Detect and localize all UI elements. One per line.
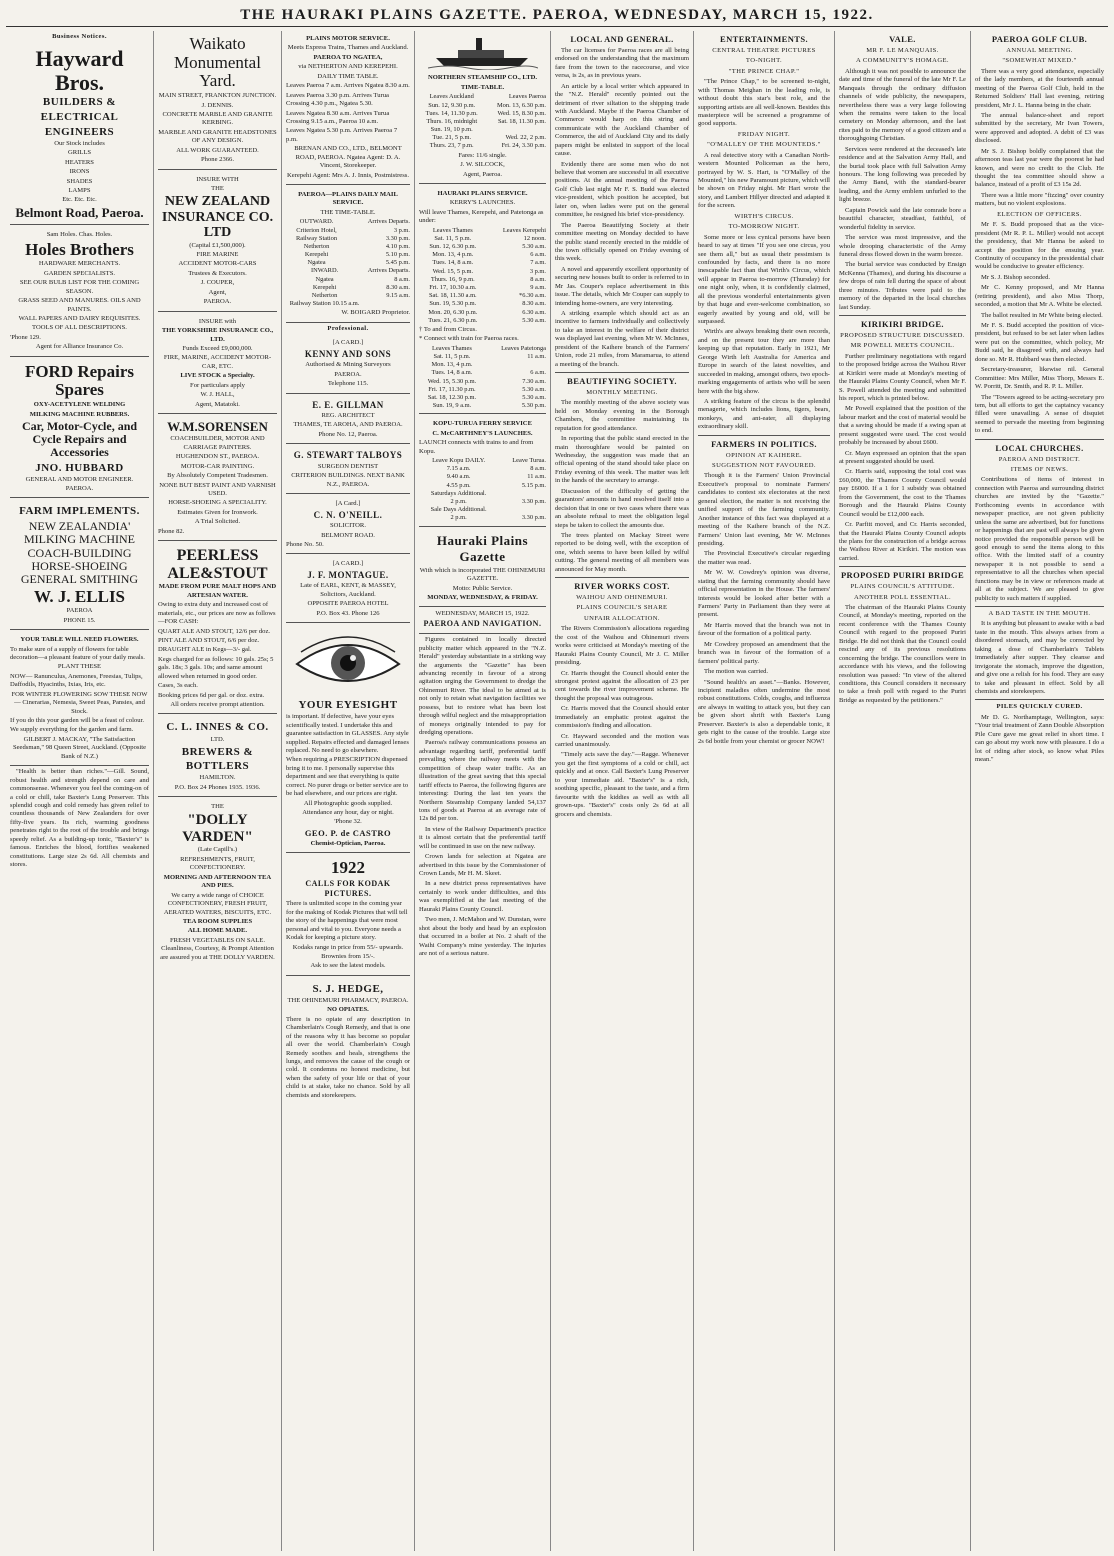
montague-card: [A CARD.] J. F. MONTAGUE. Late of EARL, KENT, & MASSEY, Solicitors, Auckland. OPPOSITE PAEROA HOTEL P.O. Box 43. Phone 126 — [286, 556, 410, 623]
timetable-cell: OUTWARD. — [299, 218, 334, 226]
timetable-cell: Arrives Departs. — [367, 267, 410, 275]
column-5: LOCAL AND GENERAL. The car licenses for Paeroa races are all being endorsed on the understanding that the maximum fare from the town to the racecourse, and vice versa, is 2s, as in previous years. An article by a local writer which appeared in the "N.Z. Herald" recently pointed out the detriment of river siltation to the shipping trade with Auckland. Maybe if the Paeroa Chamber of Commerce would harp on this string and communicate with the Auckland Chamber of Commerce, the aid of Auckland City and its daily papers might be enlisted in support of the local cause. Evidently there are some men who do not believe that women are successful in all executive positions. At the annual meeting of the Paeroa Golf Club last night Mr F. S. Budd was elected vice-president, which position he accepted, but later on, when ladies were put on the general committee, he resigned his brief vice-presidency. The Paeroa Beautifying Society at their committee meeting on Monday decided to have the public stand recently erected in the middle of the town officially opened on Friday evening of this week. A novel and apparently excellent opportunity of securing new houses built to order is referred to in Mr Jas. Couper's replace advertisement in this issue. The details, which Mr Couper can supply to intending home-owners, are very interesting. A striking example which should act as an incentive to farmers individually and collectively to take an interest in the welfare of their district was displayed last evening, when Mr W. McInnes, president of the Kaihere branch of the Farmers' Union, rode 21 miles, from Maramarua, to attend a meeting of the branch. BEAUTIFYING SOCIETY. MONTHLY MEETING. The monthly meeting of the above society was held on Monday evening in the Borough Chambers, the committee maintaining its reputation for good attendance. In reporting that the public stand erected in the main thoroughfare would be painted on Wednesday, the suggestion was made that an official opening of the stand should take place on Friday evening of this week. The matter was left in the hands of the secretary to arrange. Discussion of the difficulty of getting the guarantors' amounts in hand resolved itself into a decision that in one or two cases where there was an absolute refusal to meet the obligation legal steps be taken to collect the amounts due. The trees planted on Mackay Street were reported to be doing well, with the exception of one, which seems to have been killed by wilful cutting. The general meeting of all members was announced for May month. RIVER WORKS COST. WAIHOU AND OHINEMURI. PLAINS COUNCIL'S SHARE UNFAIR ALLOCATION. The Rivers Commission's allocations regarding the cost of the Waihou and Ohinemuri rivers works were criticised at Monday's meeting of the Hauraki Plains County Council, Mr J. C. Miller presiding. Cr. Harris thought the Council should enter the strongest protest against the allocation of 23 per cent towards the river improvement scheme. He thought the proposal was outrageous. Cr. Harris moved that the Council should enter immediately an emphatic protest against the commission's finding and allocation. Cr. Hayward seconded and the motion was carried unanimously. "Timely acts save the day."—Ragge. Whenever you get the first symptoms of a cold or chill, act quickly and at once. Call Baxter's Lung Preserver to your immediate aid. "Baxter's" is a rich, soothing specific, pleasant to the taste, and a firm favourite with the kiddies as well as with all grown-ups. "Baxter's" costs only 2s 6d at all grocers and chemists. — [551, 31, 694, 1551]
kodak-ad: 1922 CALLS FOR KODAK PICTURES. There is unlimited scope in the coming year for the making of Kodak Pictures that will tell the story of the happenings that were most personal and vital to you. Everyone needs a Kodak for keeping a picture story. Kodaks range in price from 55/- upwards. Brownies from 15/-. Ask to see the latest models. — [286, 855, 410, 976]
timetable-cell: Tues. 14, 8 a.m. — [432, 259, 474, 267]
timetable-cell: 2 p.m. — [450, 498, 467, 505]
steamship-table — [419, 93, 546, 150]
timetable-row — [419, 378, 546, 386]
timetable-row — [419, 514, 546, 522]
waikato-monumental-ad: Waikato Monumental Yard. MAIN STREET, FRANKTON JUNCTION. J. DENNIS. CONCRETE MARBLE AND GRANITE KERBING. MARBLE AND GRANITE HEADSTONES OF ANY DESIGN. ALL WORK GUARANTEED. Phone 2366. — [158, 31, 277, 170]
timetable-cell: Sale Days Additional. — [430, 506, 487, 514]
timetable-cell: Sun. 12, 6.30 p.m. — [429, 243, 477, 251]
golf-club-article: There was a very good attendance, especially of the lady members, at the fourteenth annual meeting of the Paeroa Golf Club, held in the Returned Soldiers' Hall last evening, retiring president, Mr J. L. Hanna being in the chair. The annual balance-sheet and report submitted by the secretary, Mr Ivan Towers, were approved and adopted. A debit of £3 was disclosed. Mr S. J. Bishop boldly complained that the afternoon teas last year were the poorest he had known, and were no credit to the Club. He thought the tea committee should show a balance, instead of a profit of £3 15s 2d. There was a little more "fizzing" over country matters, but no violent explosions. — [975, 67, 1104, 208]
timetable-cell: 7.15 a.m. — [446, 465, 471, 473]
local-general-article: The car licenses for Paeroa races are all being endorsed on the understanding that the maximum fare from the town to the racecourse, and vice versa, is 2s, as in previous years. An article by a local writer which appeared in the "N.Z. Herald" recently pointed out the detriment of river siltation to the shipping trade with Auckland. Maybe if the Paeroa Chamber of Commerce would harp on this string and communicate with the Auckland Chamber of Commerce, the aid of Auckland City and its daily papers might be enlisted in support of the local cause. Evidently there are some men who do not believe that women are successful in all executive positions. At the annual meeting of the Paeroa Golf Club last night Mr F. S. Budd was elected vice-president, which position he accepted, but later on, when ladies were put on the general committee, he resigned his brief vice-presidency. The Paeroa Beautifying Society at their committee meeting on Monday decided to have the public stand recently erected in the middle of the town officially opened on Friday evening of this week. A novel and apparently excellent opportunity of securing new houses built to order is referred to in Mr Jas. Couper's replace advertisement in this issue. The details, which Mr Couper can supply to intending home-owners, are very interesting. A striking example which should act as an incentive to farmers individually and collectively to take an interest in the welfare of their district was displayed last evening, when Mr W. McInnes, president of the Kaihere branch of the Farmers' Union, rode 21 miles, from Maramarua, to attend a meeting of the branch. — [555, 46, 689, 368]
timetable-cell: Tues. 14, 8 a.m. — [431, 369, 473, 377]
river-works-heading: RIVER WORKS COST. — [574, 581, 670, 592]
timetable-cell: Wed. 15, 8.30 p.m. — [497, 109, 546, 117]
timetable-cell: Leaves Patetonga — [501, 344, 546, 352]
timetable-row — [286, 218, 410, 226]
timetable-cell: Leaves Thames — [432, 226, 473, 234]
puriri-heading: PROPOSED PURIRI BRIDGE — [840, 570, 965, 581]
timetable-cell: 3.30 p.m. — [521, 514, 546, 522]
timetable-cell: Sun. 19, 10 p.m. — [430, 126, 473, 134]
timetable-row — [419, 93, 546, 101]
timetable-cell: Wed. 15, 5.30 p.m. — [427, 377, 477, 385]
timetable-cell: Netherton — [311, 292, 338, 299]
timetable-cell: 11 a.m. — [527, 473, 546, 481]
timetable-cell: 9.40 a.m. — [446, 473, 471, 481]
timetable-row — [419, 251, 546, 259]
timetable-row — [419, 309, 546, 317]
gazette-flag: Hauraki Plains Gazette With which is incorporated THE OHINEMURI GAZETTE. Motto: Public Service. MONDAY, WEDNESDAY, & FRIDAY. WEDNESDAY, MARCH 15, 1922. PAEROA AND NAVIGATION. — [419, 529, 546, 635]
timetable-cell: Leaves Thames — [432, 344, 472, 352]
timetable-cell: Mon. 13, 4 p.m. — [431, 361, 473, 369]
timetable-cell: Sun. 19, 9 a.m. — [432, 402, 472, 410]
farm-implements-ad: FARM IMPLEMENTS. NEW ZEALANDIA' MILKING MACHINE COACH-BUILDING HORSE-SHOEING GENERAL SMITHING W. J. ELLIS PAEROA PHONE 15. — [10, 500, 149, 630]
timetable-row — [286, 276, 410, 284]
timetable-cell: Fri. 17, 10.30 a.m. — [429, 284, 477, 291]
gillman-card: E. E. GILLMAN REG. ARCHITECT THAMES, TE AROHA, AND PAEROA. Phone No. 12, Paeroa. — [286, 396, 410, 445]
local-general-heading: LOCAL AND GENERAL. — [570, 34, 674, 44]
timetable-row — [286, 243, 410, 251]
local-churches-heading: LOCAL CHURCHES. — [995, 442, 1084, 453]
timetable-cell: Criterion Hotel, — [296, 226, 337, 234]
timetable-cell: 5.15 p.m. — [521, 481, 546, 489]
timetable-row — [419, 284, 546, 292]
timetable-row — [419, 300, 546, 308]
timetable-row — [286, 300, 410, 308]
timetable-cell: Tue. 21, 5 p.m. — [432, 134, 472, 142]
timetable-cell: Ngatea — [315, 275, 334, 283]
talboys-card: G. STEWART TALBOYS SURGEON DENTIST CRITERION BUILDINGS. NEXT BANK N.Z., PAEROA. — [286, 446, 410, 494]
timetable-cell: 5.30 p.m. — [521, 402, 546, 410]
timetable-row — [419, 473, 546, 481]
timetable-cell: 3 p.m. — [529, 267, 546, 275]
beautifying-article: The monthly meeting of the above society was held on Monday evening in the Borough Chambers, the committee maintaining its reputation for good attendance. In reporting that the public stand erected in the main thoroughfare would be painted on Wednesday, the suggestion was made that an official opening of the stand should take place on Friday evening of this week. The matter was left in the hands of the secretary to arrange. Discussion of the difficulty of getting the guarantors' amounts in hand resolved itself into a decision that in one or two cases where there was an absolute refusal to meet the obligation legal steps be taken to collect the amounts due. The trees planted on Mackay Street were reported to be doing well, with the exception of one, which seems to have been killed by wilful cutting. The general meeting of all members was announced for May month. — [555, 399, 689, 573]
timetable-row — [286, 292, 410, 300]
section-label: Business Notices. — [52, 33, 107, 40]
timetable-cell: Railway Station — [296, 234, 338, 242]
kopu-ferry: KOPU-TURUA FERRY SERVICE C. McCARTHNEY'S LAUNCHES. LAUNCH connects with trains to and from Kopu. Leave Kopu DAILY. Leave Turua. 7.15 a.m. 8 a.m. 9.40 a.m. 11 a.m. 4.55 p.m. 5.15 p.m. Saturdays Additional. 2 p.m. 3.30 p.m. Sale Days Additional. 2 p.m. 3.30 p.m. — [419, 416, 546, 526]
timetable-row — [286, 259, 410, 267]
timetable-cell: Leaves Auckland — [429, 93, 474, 101]
timetable-cell: Mon. 13, 4 p.m. — [432, 251, 474, 259]
timetable-cell: Sat. 11, 5 p.m. — [433, 353, 471, 360]
column-8: PAEROA GOLF CLUB. ANNUAL MEETING. "SOMEWHAT MIXED." There was a very good attendance, especially of the lady members, at the fourteenth annual meeting of the Paeroa Golf Club, held in the Returned Soldiers' Hall last evening, retiring president, Mr J. L. Hanna being in the chair. The annual balance-sheet and report submitted by the secretary, Mr Ivan Towers, were approved and adopted. A debit of £3 was disclosed. Mr S. J. Bishop boldly complained that the afternoon teas last year were the poorest he had known, and were no credit to the Club. He thought the tea committee should show a balance, instead of a profit of £3 15s 2d. There was a little more "fizzing" over country matters, but no violent explosions. ELECTION OF OFFICERS. Mr F. S. Budd proposed that as the vice-president (Mr R. P. L. Miller) would not accept the presidency, that Mr Hanna be asked to accept the position for the ensuing year. Continuity of occupancy in the presidential chair would be conducive to greater efficiency. Mr S. J. Bishop seconded. Mr C. Kenny proposed, and Mr Hanna (retiring president), and also Miss Thorp, seconded, a motion that Mr A. White be elected. The ballot resulted in Mr White being elected. Mr F. S. Budd accepted the position of vice-president, but refused to be set later when ladies were put on the committee, which policy, Mr Budd said, he disagreed with, and always had done so. Mr R. Hubbard was then elected. Secretary-treasurer, likewise nil. General Committee: Mrs Miller, Miss Thorp, Messrs E. W. Porritt, Dr. Smith, and R. P. L. Miller. The "Towers agreed to be acting-secretary pro tem, but all efforts to get the captaincy vacancy filled were unavailing. A sense of disquiet seemed to pervade the meeting from beginning to end. LOCAL CHURCHES. PAEROA AND DISTRICT. ITEMS OF NEWS. Contributions of items of interest in connection with Paeroa and surrounding district churches are invited by the "Gazette." Forthcoming events in accordance with newspaper practice, are not given publicity unless the same are advertised, but for functions or happenings that are past will always be given notice provided the responsible person will be good enough to send the items along to this office. With the limited staff of a country newspaper it is not possible to send a representative to all the churches when special functions may be in view or references made at all at the subject. We are pleased to give publicity to such matters if supplied. A BAD TASTE IN THE MOUTH. It is anything but pleasant to awake with a bad taste in the mouth. This always arises from a disordered stomach, and may be corrected by taking a dose of Chamberlain's Tablets immediately after supper. They cleanse and invigorate the stomach, improve the digestion, and give one a relish for his food. They are easy to take and pleasant in effect. Sold by all chemists and storekeepers. PILES QUICKLY CURED. Mr D. G. Northamptage, Wellington, says: "Your trial treatment of Zann Double Absorption Pile Cure gave me great relief in short time. I can go about my work now with pleasure. I do a lot of riding after stock, so know what Piles mean." — [975, 34, 1104, 763]
river-works-article: The Rivers Commission's allocations regarding the cost of the Waihou and Ohinemuri rivers works were criticised at Monday's meeting of the Hauraki Plains County Council, Mr J. C. Miller presiding. Cr. Harris thought the Council should enter the strongest protest against the allocation of 23 per cent towards the river improvement scheme. He thought the proposal was outrageous. Cr. Harris moved that the Council should enter immediately an emphatic protest against the commission's finding and allocation. Cr. Hayward seconded and the motion was carried unanimously. "Timely acts save the day."—Ragge. Whenever you get the first symptoms of a cold or chill, act quickly and at once. Call Baxter's Lung Preserver to your immediate aid. "Baxter's" is a rich, soothing specific, pleasant to the taste, and a firm favourite with the kiddies as well as with all grown-ups. "Baxter's" costs only 2s 6d at all grocers and chemists. — [555, 625, 689, 818]
timetable-cell: Kerepehi — [312, 283, 337, 291]
timetable-row — [419, 361, 546, 369]
timetable-cell: Kerepehi — [304, 251, 329, 259]
timetable-row — [419, 386, 546, 394]
timetable-cell: 8 a.m. — [530, 275, 546, 283]
peerless-ale-ad: PEERLESS ALE&STOUT MADE FROM PURE MALT HOPS AND ARTESIAN WATER. Owing to extra duty and increased cost of materials, etc., our prices are now as follows—FOR CASH: QUART ALE AND STOUT, 12/6 per doz. PINT ALE AND STOUT, 6/6 per doz. DRAUGHT ALE in Kegs—3/- gal. Kegs charged for as follows: 10 gals. 25s; 5 gals. 18s; 3 gals. 10s; and same amount allowed when returned in good order. Cases, 3s each. Booking prices 6d per gal. or doz. extra. All orders receive prompt attention. — [158, 543, 277, 714]
dolly-varden-ad: THE "DOLLY VARDEN" (Late Capill's.) REFRESHMENTS, FRUIT, CONFECTIONERY. MORNING AND AFTERNOON TEA AND PIES. We carry a wide range of CHOICE CONFECTIONERY, FRESH FRUIT, AERATED WATERS, BISCUITS, ETC. TEA ROOM SUPPLIES ALL HOME MADE. FRESH VEGETABLES ON SALE. Cleanliness, Courtesy, & Prompt Attention are assured you at THE DOLLY VARDEN. — [160, 803, 275, 961]
timetable-cell: 2 p.m. — [450, 514, 467, 522]
timetable-row — [419, 498, 546, 506]
golf-officers-article: Mr F. S. Budd proposed that as the vice-president (Mr R. P. L. Miller) would not accept the presidency, that Mr Hanna be asked to accept the position for the ensuing year. Continuity of occupancy in the presidential chair would be conducive to greater efficiency. Mr S. J. Bishop seconded. Mr C. Kenny proposed, and Mr Hanna (retiring president), and also Miss Thorp, seconded, a motion that Mr A. White be elected. The ballot resulted in Mr White being elected. Mr F. S. Budd accepted the position of vice-president, but refused to be set later when ladies were put on the committee, which policy, Mr Budd said, he disagreed with, and always had done so. Mr R. Hubbard was then elected. Secretary-treasurer, likewise nil. General Committee: Mrs Miller, Miss Thorp, Messrs E. W. Porritt, Dr. Smith, and R. P. L. Miller. The "Towers agreed to be acting-secretary pro tem, but all efforts to get the captaincy vacancy filled were unavailing. A sense of disquiet seemed to pervade the meeting from beginning to end. — [975, 221, 1104, 435]
timetable-cell: 3 p.m. — [393, 226, 410, 234]
timetable-cell: 8 a.m. — [530, 465, 546, 473]
timetable-cell: 3.30 p.m. — [521, 498, 546, 505]
timetable-cell: *6.30 a.m. — [519, 292, 546, 300]
circus-article: Some more or less cynical persons have been heard to say at times "If you see one circus, you see them all," but as usual their pessimism is confounded by facts, and there is no more inescapable fact than that Wirth's Circus, which will appear in Paeroa to-morrow (Thursday) for one night only, when, it is confidently claimed, all the previous wonderful entertainments given by that huge and ever-welcome combination, so eagerly awaited by young and old, will be surpassed. Wirth's are always breaking their own records, and on the present tour they are more than keeping up that reputation. Early in 1921, Mr George Wirth left Australia for America and Europe in search of the latest novelties, and succeeded in making, amongst others, two epoch-marking engagements of artists who will be seen here with the big show. A striking feature of the circus is the splendid menagerie, which includes lions, tigers, bears, monkeys, and ant-eater, all displaying extraordinary skill. — [698, 233, 830, 431]
timetable-cell: Thurs. 16, 9 p.m. — [430, 275, 475, 283]
mail-service: PAEROA—PLAINS DAILY MAIL SERVICE. THE TIME-TABLE. OUTWARD. Arrives Departs. Criterion Hotel, 3 p.m. Railway Station 3.30 p.m. Netherton 4.10 p.m. Kerepehi 5.10 p.m. Ngatea 5.45 p.m. INWARD. Arrives Departs. Ngatea 8 a.m. Kerepehi 8.30 a.m. Netherton 9.15 a.m. Railway Station 10.15 a.m. W. BOIGARD Proprietor. — [286, 187, 410, 323]
timetable-cell: Tues. 21, 6.30 p.m. — [428, 316, 478, 324]
timetable-cell: Sat. 18, 11.30 a.m. — [428, 292, 477, 300]
baxter-ad: "Health is better than riches."—Gill. Sound, robust health and strength depend on care and commonsense. Whenever you feel the coming-on of a cold or chill, take Baxter's Lung Preserver. This splendid cough and cold remedy has given relief to countless thousands of New Zealanders for over fifty-five years. Its rich, warming goodness penetrates right to the root of the trouble and brings speedy relief. As a building-up tonic, "Baxter's" is famous. Enriches the blood, fortifies weakened constitutions. Large size 2s 6d. All chemists and stores. — [10, 768, 149, 868]
timetable-row — [286, 267, 410, 275]
timetable-row — [419, 353, 546, 361]
column-2 — [154, 31, 282, 1551]
timetable-cell: Arrives Departs. — [367, 218, 410, 226]
steamship-timetable: NORTHERN STEAMSHIP CO., LTD. TIME-TABLE. Leaves Auckland Leaves Paeroa Sun. 12, 9.30 p.m. Mon. 13, 6.30 p.m. Tues. 14, 11.30 p.m. Wed. 15, 8.30 p.m. Thurs. 16, midnight Sat. 18, 11.30 p.m. Sun. 19, 10 p.m. Tue. 21, 5 p.m. Wed. 22, 2 p.m. Thurs. 23, 7 p.m. Fri. 24, 3.30 p.m. Fares: 11/6 single. J. W. SILCOCK, Agent, Paeroa. — [419, 31, 546, 184]
timetable-row — [419, 134, 546, 142]
timetable-cell — [498, 506, 546, 514]
timetable-cell: Netherton — [303, 242, 330, 250]
timetable-row — [419, 276, 546, 284]
column-1 — [6, 31, 154, 1551]
timetable-row — [419, 457, 546, 465]
timetable-cell: Leaves Paeroa — [508, 93, 546, 101]
column-3 — [282, 31, 415, 1551]
timetable-row — [419, 292, 546, 300]
timetable-cell: INWARD. — [311, 267, 339, 275]
timetable-cell: Thurs. 16, midnight — [426, 117, 478, 125]
timetable-cell: Mon. 20, 6.30 p.m. — [428, 308, 478, 316]
holes-ad: Sam Holes. Chas. Holes. Holes Brothers HARDWARE MERCHANTS. GARDEN SPECIALISTS. SEE OUR BULB LIST FOR THE COMING SEASON. GRASS SEED AND MANURES. OILS AND PAINTS. WALL PAPERS AND DAIRY REQUISITES. TOOLS OF ALL DESCRIPTIONS. 'Phone 129. Agent for Alliance Insurance Co. — [10, 227, 149, 357]
timetable-cell: 5.30 a.m. — [522, 393, 546, 401]
timetable-cell: 9.15 a.m. — [386, 292, 410, 299]
timetable-cell: 9 a.m. — [530, 284, 546, 291]
timetable-row — [419, 118, 546, 126]
timetable-cell — [484, 126, 546, 134]
timetable-row — [419, 317, 546, 325]
timetable-cell: 4.10 p.m. — [385, 242, 410, 250]
nz-insurance-ad: INSURE WITH THE NEW ZEALAND INSURANCE CO. LTD (Capital £1,500,000). FIRE MARINE ACCIDENT MOTOR-CARS Trustees & Executors. J. COUPER, Agent, PAEROA. — [158, 172, 277, 312]
timetable-cell: Tues. 14, 11.30 p.m. — [425, 109, 478, 117]
timetable-row — [419, 345, 546, 353]
vale-heading: VALE. — [889, 34, 916, 44]
timetable-cell: 8.30 a.m. — [386, 283, 410, 291]
timetable-cell: 6 a.m. — [530, 251, 546, 259]
timetable-cell: 11 a.m. — [527, 353, 546, 360]
timetable-row — [419, 227, 546, 235]
timetable-cell: Sat. 18, 11.30 p.m. — [497, 117, 546, 125]
timetable-row — [419, 126, 546, 134]
churches-article: Contributions of items of interest in connection with Paeroa and surrounding district churches are invited by the "Gazette." Forthcoming events in accordance with newspaper practice, are not given publicity unless the same are advertised, but for functions or happenings that are past will always be given notice provided the responsible person will be good enough to send the items along to this office. With the limited staff of a country newspaper it is not possible to send a representative to all the churches when special functions may be in view or references made at all at the subject. We are pleased to give publicity to such matters if supplied. — [975, 476, 1104, 602]
timetable-cell: 6.30 a.m. — [522, 308, 546, 316]
timetable-row — [419, 369, 546, 377]
plains-motor-service: PLAINS MOTOR SERVICE. Meets Express Trains, Thames and Auckland. PAEROA TO NGATEA, via NETHERTON AND KEREPEHI. DAILY TIME TABLE. Leaves Paeroa 7 a.m. Arrives Ngatea 8.30 a.m. Leaves Paeroa 3.30 p.m. Arrives Turua Crossing 4.30 p.m., Ngatea 5.30. Leaves Ngatea 8.30 a.m. Arrives Turua Crossing 9.15 a.m., Paeroa 10 a.m. Leaves Ngatea 5.30 p.m. Arrives Paeroa 7 p.m. BRENAN AND CO., LTD., BELMONT ROAD, PAEROA. Ngatea Agent: D. A. Vincent, Storekeeper. Kerepehi Agent: Mrs A. J. Innis, Postmistress. — [286, 31, 410, 185]
steamship-icon — [428, 34, 538, 70]
timetable-row — [419, 506, 546, 514]
timetable-cell: 5.45 p.m. — [385, 259, 410, 267]
timetable-row — [419, 110, 546, 118]
timetable-row — [419, 268, 546, 276]
ford-ad: FORD Repairs Spares OXY-ACETYLENE WELDING MILKING MACHINE RUBBERS. Car, Motor-Cycle, and Cycle Repairs and Accessories JNO. HUBBARD GENERAL AND MOTOR ENGINEER. PAEROA. — [10, 359, 149, 499]
timetable-cell: Ngatea — [307, 259, 326, 267]
timetable-cell: 8.30 a.m. — [522, 300, 546, 308]
mail-outward-table — [286, 218, 410, 267]
bad-taste-ad: It is anything but pleasant to awake with a bad taste in the mouth. This always arises from a disordered stomach, and may be corrected by taking a dose of Chamberlain's Tablets immediately after supper. They cleanse and invigorate the stomach, improve the digestion, and give one a relish for his food. They are easy to take and pleasant in effect. Sold by all chemists and storekeepers. — [975, 620, 1104, 695]
timetable-cell: 12 noon. — [523, 234, 546, 242]
mail-inward-table — [286, 267, 410, 308]
timetable-row — [286, 235, 410, 243]
timetable-cell: Wed. 22, 2 p.m. — [505, 134, 546, 142]
timetable-cell: 3.30 p.m. — [385, 234, 410, 242]
timetable-cell: Wed. 15, 5 p.m. — [432, 267, 474, 275]
kenny-card: [A CARD.] KENNY AND SONS Authorised & Mining Surveyors PAEROA. Telephone 115. — [286, 335, 410, 393]
kirikiri-heading: KIRIKIRI BRIDGE. — [861, 319, 944, 329]
timetable-cell: Mon. 13, 6.30 p.m. — [497, 101, 546, 109]
farmers-politics-heading: FARMERS IN POLITICS. — [711, 438, 817, 449]
timetable-row — [286, 227, 410, 235]
timetable-row — [419, 490, 546, 498]
patetonga-table — [419, 345, 546, 411]
oneill-card: [A Card.] C. N. O'NEILL. SOLICITOR. BELMONT ROAD. Phone No. 50. — [286, 496, 410, 554]
timetable-cell: Thurs. 23, 7 p.m. — [429, 142, 474, 150]
entertainments-heading: ENTERTAINMENTS. — [720, 34, 808, 44]
timetable-cell: Leaves Kerepehi — [502, 226, 546, 234]
timetable-cell: Sun. 12, 9.30 p.m. — [428, 101, 476, 109]
kerepehi-table — [419, 227, 546, 325]
innes-ad: C. L. INNES & CO. LTD. BREWERS & BOTTLERS HAMILTON. P.O. Box 24 Phones 1935. 1936. — [158, 716, 277, 797]
timetable-cell: 5.10 p.m. — [385, 251, 410, 259]
timetable-cell: 6 a.m. — [530, 369, 546, 377]
timetable-row — [419, 465, 546, 473]
column-7: VALE. MR F. LE MANQUAIS. A COMMUNITY'S HOMAGE. Although it was not possible to announce the date and time of the funeral of the late Mr F. Le Manquais through the ordinary diffusion channels of wide publicity, the newspapers, nevertheless there was a very large following when the remains were taken to the local cemetery on Monday afternoon, and the last rites paid to the memory of a good citizen and a thoroughgoing Christian. Services were rendered at the deceased's late residence and at the Salvation Army Hall, and the burial took place with full Salvation Army honours. The long following was preceded by the Army Band, with the standard-bearer leading, and the Army emblem unfurled to the light breeze. Captain Powick said the late comrade bore a beautiful character, steadfast, faithful, of wonderful fidelity in service. The service was most impressive, and the whole drooping characteristic of the Army funeral dress flowed down in the warm breeze. The burial service was conducted by Ensign McKenna (Thames), and during his discourse a few drops of rain fell during the space of about three minutes. Tributes were paid to the memory of the departed in the local churches last Sunday. KIRIKIRI BRIDGE. PROPOSED STRUCTURE DISCUSSED. MR POWELL MEETS COUNCIL. Further preliminary negotiations with regard to the proposed bridge across the Waihou River at Kirikiri were made at Monday's meeting of the Hauraki Plains County Council, when Mr F. S. Powell attended the meeting and submitted his report, which is printed below. Mr Powell explained that the position of the labour market and the cost of material would be that a saving should be made if a swing span at present suggested were used. The cost would probably be increased by about £600. Cr. Mayn expressed an opinion that the span at present suggested should be used. Cr. Harris said, supposing the total cost was £60,000, the Thames County Council would pay £6000. If a 1 for 1 subsidy was obtained from the Government, the cost to the Thames Borough and the Hauraki Plains County Council would be £12,000 each. Cr. Parfitt moved, and Cr. Harris seconded, that the Hauraki Plains County Council adopts the plans for the construction of a bridge across the Waihou River at Kirikiri. The motion was carried. PROPOSED PURIRI BRIDGE PLAINS COUNCIL'S ATTITUDE. ANOTHER POLL ESSENTIAL. The chairman of the Hauraki Plains County Council, at Monday's meeting, reported on the recent conference with the Thames County Council with regard to the proposed Puriri Bridge. He did not think that the Council could rescind any of its previous resolutions concerning the bridge. The councillors were in accordance with his views, and the following resolution was passed: "In view of the altered conditions, this Council considers it necessary to take a fresh poll with regard to the Puriri Bridge as requested by the petitioners." — [835, 31, 971, 1551]
kirikiri-article: Further preliminary negotiations with regard to the proposed bridge across the Waihou River at Kirikiri were made at Monday's meeting of the Hauraki Plains County Council, when Mr F. S. Powell attended the meeting and submitted his report, which is printed below. Mr Powell explained that the position of the labour market and the cost of material would be that a saving should be made if a swing span at present suggested were used. The cost would probably be increased by about £600. Cr. Mayn expressed an opinion that the span at present suggested should be used. Cr. Harris said, supposing the total cost was £60,000, the Thames County Council would pay £6000. If a 1 for 1 subsidy was obtained from the Government, the cost to the Thames Borough and the Hauraki Plains County Council would be £12,000 each. Cr. Parfitt moved, and Cr. Harris seconded, that the Hauraki Plains County Council adopts the plans for the construction of a bridge across the Waihou River at Kirikiri. The motion was carried. — [839, 352, 966, 562]
timetable-cell: Sat. 11, 5 p.m. — [434, 234, 472, 242]
column-4 — [415, 31, 551, 1551]
timetable-cell: Leave Kopu DAILY. — [432, 457, 486, 465]
timetable-cell — [363, 300, 410, 308]
eyesight-ad: YOUR EYESIGHT is important. If defective, have your eyes scientifically tested. I undertake this and guarantee satisfaction in GLASSES. Any style supplied. Repairs effected and damaged lenses replaced. No need to go elsewhere. When requiring a PRESCRIPTION dispensed bring it to me. I personally supervise this department and see that everything is quite correct. No purer drugs or better service are to be had elsewhere, and our prices are right. All Photographic goods supplied. Attendance any hour, day or night. 'Phone 32. GEO. P. de CASTRO Chemist-Optician, Paeroa. — [286, 625, 410, 853]
hedge-ad: S. J. HEDGE, THE OHINEMURI PHARMACY, PAEROA. NO OPIATES. There is no opiate of any description in Chamberlain's Cough Remedy, and that is one of the reasons why it has become so popular all over the world. Chamberlain's Cough Remedy soothes and heals, strengthens the lungs, and removes the cause of the cough or cold. It condemns no honest medicine, but when the safety of your life or that of your child is at stake, take no chance. Sold by all chemists and storekeepers. — [286, 982, 410, 1099]
timetable-row — [419, 482, 546, 490]
farmers-politics-article: Though it is the Farmers' Union Provincial Executive's proposal to nominate Farmers' candidates to contest six electorates at the next general election, the matter is not receiving the unified support of the farming community. Another instance of this fact was displayed at a meeting of the Kaihere branch of the N.Z. Farmers' Union last evening, Mr W. McInnes presiding. The Provincial Executive's circular regarding the matter was read. Mr W. W. Cowdrey's opinion was diverse, stating that the farming community should have official representation in the House. The farmers' interests would be looked after better with a Farmers' Party in Parliament than they were at present. Mr Harris moved that the branch was not in favour of the formation of a political party. Mr Cowdrey proposed an amendment that the branch was in favour of the formation of a farmers' political party. The motion was carried. "Sound health's an asset."—Banks. However, incipient maladies often undermine the most robust constitutions. Colds, coughs, and influenza are always in waiting to attack you, but they can be given short shrift with Baxter's Lung Preserver. Baxter's is also a dependable tonic, it gets right to the cause of the trouble. Large size 2s 6d bottle from your chemist or grocer NOW! — [698, 472, 830, 745]
timetable-cell: 7 a.m. — [530, 259, 546, 267]
hayward-ad: Hayward Bros. BUILDERS & ELECTRICAL ENGINEERS Our Stock includes GRILLS HEATERS IRONS SHADES LAMPS Etc. Etc. Etc. Belmont Road, Paeroa. — [10, 43, 149, 225]
timetable-cell — [498, 490, 546, 498]
beautifying-heading: BEAUTIFYING SOCIETY. — [567, 376, 677, 387]
sorensen-ad: W.M.SORENSEN COACHBUILDER, MOTOR AND CARRIAGE PAINTERS. HUGHENDON ST., PAEROA. MOTOR-CAR PAINTING. By Absolutely Competent Tradesmen. NONE BUT BEST PAINT AND VARNISH USED. HORSE-SHOEING A SPECIALITY. Estimates Given for Ironwork. A Trial Solicited. Phone 82. — [158, 416, 277, 541]
timetable-cell: Fri. 17, 11.30 p.m. — [428, 385, 476, 393]
masthead: THE HAURAKI PLAINS GAZETTE. PAEROA, WEDNESDAY, MARCH 15, 1922. — [6, 4, 1108, 27]
timetable-row — [419, 243, 546, 251]
editorial: Figures contained in locally directed publicity matter which appeared in the "N.Z. Herald" yesterday substantiate in a striking way the arguments the "Gazette" has been advancing recently in favour of a strong agitation urging the Government to dredge the Ohinemuri River. The ideal to be aimed at is not only to retain what navigation facilities we possess, but to restore what has been lost through wilful neglect and the misappropriation of moneys originally intended to pay for dredging operations. Paeroa's railway communications possess an advantage regarding tariff, preferential tariff prevailing where the railway meets with the competition of cheap water traffic. As an illustration of the great saving that this special tariff effects to Paeroa, the following figures are interesting: During the last ten years the Northern Steamship Company landed 54,137 tons of goods at Paeroa at an average rate of 12s 8d per ton. In view of the Railway Department's practice it is almost certain that the preferential tariff will be continued in use on the new railway. Crown lands for selection at Ngatea are advertised in this issue by the Commissioner of Crown Lands, Mr H. M. Skeet. In a new district press representatives have certainly to work under difficulties, and this was exemplified at the last meeting of the Hauraki Plains County Council. Two men, J. McMahon and W. Dunstan, were shot about the body and head by an explosion that occurred in a boiler at No. 2 shaft of the Waihi Company's mine yesterday. The injuries are not of a serious nature. — [419, 636, 546, 957]
timetable-cell: Sun. 19, 5.30 p.m. — [429, 300, 477, 308]
timetable-cell: 4.55 p.m. — [446, 481, 471, 489]
timetable-cell: 5.30 a.m. — [522, 385, 546, 393]
timetable-row — [419, 402, 546, 410]
golf-club-heading: PAEROA GOLF CLUB. — [991, 34, 1088, 44]
timetable-cell — [485, 361, 546, 369]
timetable-cell: 5.30 a.m. — [522, 243, 546, 251]
eye-icon — [293, 632, 403, 694]
timetable-cell: 8 a.m. — [394, 275, 410, 283]
hauraki-plains-service: HAURAKI PLAINS SERVICE. KERRY'S LAUNCHES. Will leave Thames, Kerepehi, and Patetonga as under: Leaves Thames Leaves Kerepehi Sat. 11, 5 p.m. 12 noon. Sun. 12, 6.30 p.m. 5.30 a.m. Mon. 13, 4 p.m. 6 a.m. Tues. 14, 8 a.m. 7 a.m. Wed. 15, 5 p.m. 3 p.m. Thurs. 16, 9 p.m. 8 a.m. Fri. 17, 10.30 a.m. 9 a.m. Sat. 18, 11.30 a.m. *6.30 a.m. Sun. 19, 5.30 p.m. 8.30 a.m. Mon. 20, 6.30 p.m. 6.30 a.m. Tues. 21, 6.30 p.m. 5.30 a.m. † To and from Circus. * Connect with train for Paeroa races. Leaves Thames Leaves Patetonga Sat. 11, 5 p.m. 11 a.m. Mon. 13, 4 p.m. Tues. 14, 8 a.m. 6 a.m. Wed. 15, 5.30 p.m. 7.30 a.m. Fri. 17, 11.30 p.m. 5.30 a.m. Sat. 18, 12.30 p.m. 5.30 a.m. Sun. 19, 9 a.m. 5.30 p.m. — [419, 186, 546, 414]
piles-ad: Mr D. G. Northamptage, Wellington, says: "Your trial treatment of Zann Double Absorption Pile Cure gave me great relief in short time. I can go about my work now with pleasure. I do a lot of riding after stock, so know what Piles mean." — [975, 713, 1104, 763]
timetable-row — [419, 142, 546, 150]
vale-article: Although it was not possible to announce the date and time of the funeral of the late Mr F. Le Manquais through the ordinary diffusion channels of wide publicity, the newspapers, nevertheless there was a very large following when the remains were taken to the local cemetery on Monday afternoon, and the last rites paid to the memory of a good citizen and a thoroughgoing Christian. Services were rendered at the deceased's late residence and at the Salvation Army Hall, and the burial took place with full Salvation Army honours. The long following was preceded by the Army Band, with the standard-bearer leading, and the Army emblem unfurled to the light breeze. Captain Powick said the late comrade bore a beautiful character, steadfast, faithful, of wonderful fidelity in service. The service was most impressive, and the whole drooping characteristic of the Army funeral dress flowed down in the warm breeze. The burial service was conducted by Ensign McKenna (Thames), and during his discourse a few drops of rain fell during the space of about three minutes. Tributes were paid to the memory of the departed in the local churches last Sunday. — [839, 67, 966, 311]
timetable-cell: 5.30 a.m. — [522, 316, 546, 324]
kopu-table — [419, 457, 546, 523]
yorkshire-insurance-ad: INSURE with THE YORKSHIRE INSURANCE CO., LTD. Funds Exceed £9,000,000. FIRE, MARINE, ACCIDENT MOTOR-CAR, ETC. LIVE STOCK a Specialty. For particulars apply W. J. HALL, Agent, Matatoki. — [158, 314, 277, 414]
timetable-row — [419, 102, 546, 110]
mackay-seeds-ad: YOUR TABLE WILL NEED FLOWERS. To make sure of a supply of flowers for table decoration—a pleasant feature of your daily meals. PLANT THESE NOW— Ranunculus, Anemones, Freesias, Tulips, Daffodils, Hyacinths, Ixias, Iris, etc. FOR WINTER FLOWERING SOW THESE NOW— Cinerarias, Nemesia, Sweet Peas, Pansies, and Stock. If you do this your garden will be a feast of colour. We supply everything for the garden and farm. GILBERT J. MACKAY, "The Satisfaction Seedsman," 98 Queen Street, Auckland. (Opposite Bank of N.Z.) — [10, 632, 149, 766]
column-6: ENTERTAINMENTS. CENTRAL THEATRE PICTURES TO-NIGHT. "THE PRINCE CHAP." "The Prince Chap," to be screened to-night, with Thomas Meighan in the leading role, is without doubt this star's best role, and the supporting artists are all well-known. Besides this masterpiece will be screened a programme of good supports. FRIDAY NIGHT. "O'MALLEY OF THE MOUNTEDS." A real detective story with a Canadian North-western Mounted Policeman as the hero, portrayed by W. S. Hart, is "O'Malley of the Mounted," his new Paramount picture, which will be shown on Friday night. Mr Hart wrote the story, and Lambert Hillyer directed and adapted it for the screen. WIRTH'S CIRCUS. TO-MORROW NIGHT. Some more or less cynical persons have been heard to say at times "If you see one circus, you see them all," but as usual their pessimism is confounded by facts, and there is no more inescapable fact than that Wirth's Circus, which will appear in Paeroa to-morrow (Thursday) for one night only, when, it is confidently claimed, all the previous wonderful entertainments given by that huge and ever-welcome combination, so eagerly awaited by young and old, will be surpassed. Wirth's are always breaking their own records, and on the present tour they are more than keeping up that reputation. Early in 1921, Mr George Wirth left Australia for America and Europe in search of the latest novelties, and succeeded in making, amongst others, two epoch-marking engagements of artists who will be seen here with the big show. A striking feature of the circus is the splendid menagerie, which includes lions, tigers, bears, monkeys, and ant-eater, all displaying extraordinary skill. FARMERS IN POLITICS. OPINION AT KAIHERE. SUGGESTION NOT FAVOURED. Though it is the Farmers' Union Provincial Executive's proposal to nominate Farmers' candidates to contest six electorates at the next general election, the matter is not receiving the unified support of the farming community. Another instance of this fact was displayed at a meeting of the Kaihere branch of the N.Z. Farmers' Union last evening, Mr W. McInnes presiding. The Provincial Executive's circular regarding the matter was read. Mr W. W. Cowdrey's opinion was diverse, stating that the farming community should have official representation in the House. The farmers' interests would be looked after better with a Farmers' Party in Parliament than they were at present. Mr Harris moved that the branch was not in favour of the formation of a political party. Mr Cowdrey proposed an amendment that the branch was in favour of the formation of a farmers' political party. The motion was carried. "Sound health's an asset."—Banks. However, incipient maladies often undermine the most robust constitutions. Colds, coughs, and influenza are always in waiting to attack you, but they can be given short shrift with Baxter's Lung Preserver. Baxter's is also a dependable tonic, it gets right to the cause of the trouble. Large size 2s 6d bottle from your chemist or grocer NOW! — [694, 31, 835, 1551]
timetable-row — [419, 259, 546, 267]
puriri-article: The chairman of the Hauraki Plains County Council, at Monday's meeting, reported on the recent conference with the Thames County Council with regard to the proposed Puriri Bridge. He did not think that the Council could rescind any of its previous resolutions concerning the bridge. The councillors were in accordance with his views, and the following resolution was passed: "In view of the altered conditions, this Council considers it necessary to take a fresh poll with regard to the Puriri Bridge as requested by the petitioners." — [839, 604, 966, 704]
timetable-cell: Railway Station 10.15 a.m. — [289, 300, 360, 308]
timetable-cell: Sat. 18, 12.30 p.m. — [427, 393, 477, 401]
timetable-row — [419, 235, 546, 243]
timetable-cell: Saturdays Additional. — [430, 489, 487, 497]
professional-label: Professional. — [327, 324, 369, 332]
timetable-row — [286, 251, 410, 259]
timetable-row — [286, 284, 410, 292]
timetable-cell: Leave Turua. — [512, 457, 546, 465]
timetable-cell: 7.30 a.m. — [522, 377, 546, 385]
timetable-cell: Fri. 24, 3.30 p.m. — [501, 142, 546, 150]
timetable-row — [419, 394, 546, 402]
